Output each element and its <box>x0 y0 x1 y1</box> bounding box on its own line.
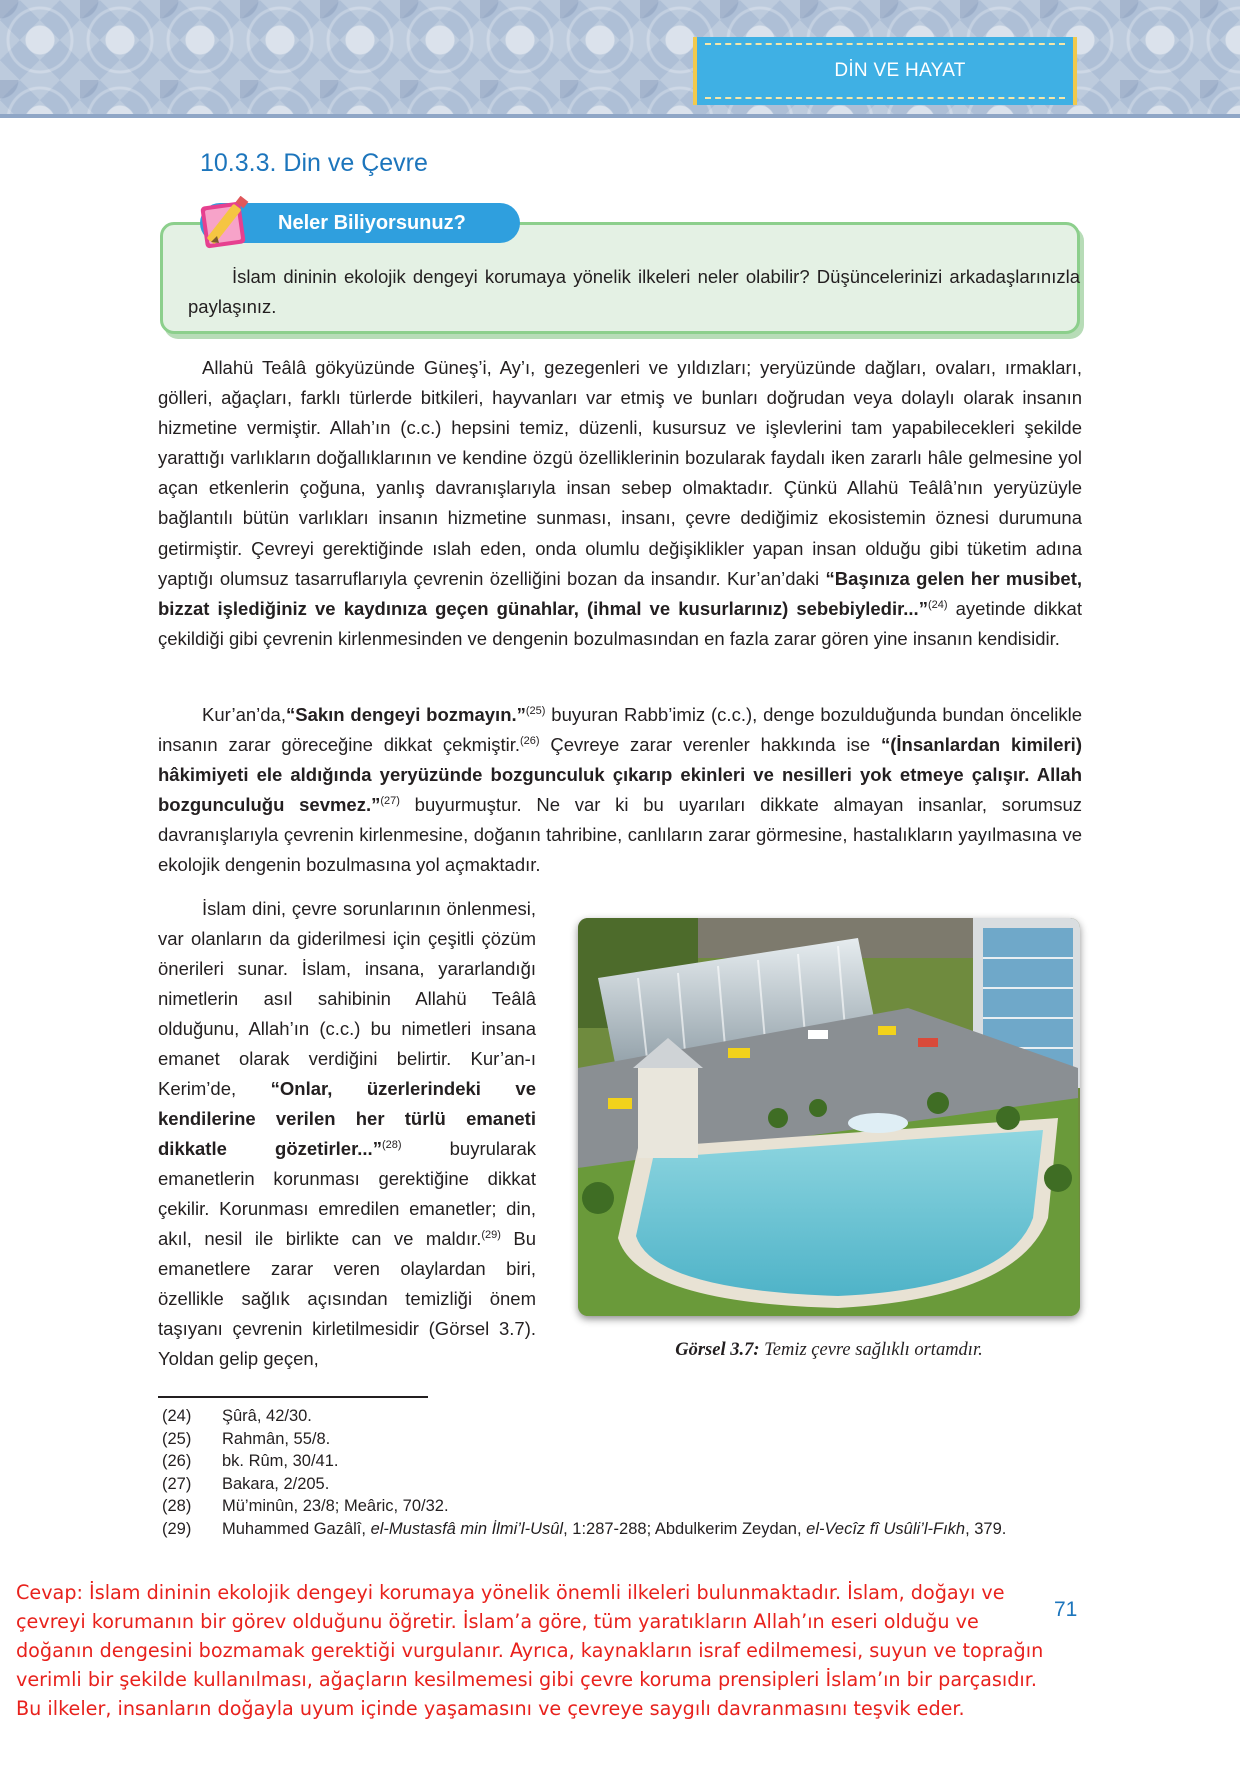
footnote-ref: (29) <box>481 1229 501 1241</box>
footnote-text-part: , 379. <box>965 1519 1007 1538</box>
footnote-number: (29) <box>162 1519 192 1538</box>
footnote-text: Mü’minûn, 23/8; Meâric, 70/32. <box>222 1497 449 1516</box>
footnote-text-part: Muhammed Gazâlî, <box>222 1519 371 1538</box>
quote-text: “Onlar, üzerlerindeki ve kendilerine verilen her türlü emaneti dikkatle gözetirler...” <box>158 1078 537 1159</box>
section-tab <box>693 37 1077 105</box>
footnote-number: (28) <box>162 1497 192 1516</box>
page-number: 71 <box>1054 1598 1078 1621</box>
footnote-book-title: el-Vecîz fî Usûli’l-Fıkh <box>806 1519 966 1538</box>
footnote-text: Rahmân, 55/8. <box>222 1429 331 1448</box>
footnote-ref: (26) <box>519 735 540 748</box>
park-pond-illustration <box>578 918 1080 1316</box>
footnote-text <box>222 1518 1082 1541</box>
body-paragraph-1 <box>158 353 1082 654</box>
park-pond-photo <box>578 918 1080 1316</box>
footnote-item <box>162 1518 1082 1541</box>
footnote-book-title: el-Mustasfâ min İlmi’l-Usûl <box>370 1519 564 1538</box>
paragraph-text: buyuran Rabb’imiz (c.c.), denge bozulduğunda bundan öncelikle insanın zarar göreceğine dikkat çekmiştir. <box>158 704 1082 756</box>
paragraph-text: Kur’an’da, <box>202 704 286 725</box>
section-heading: 10.3.3. Din ve Çevre <box>200 149 428 177</box>
footnote-number: (25) <box>162 1429 192 1448</box>
answer-text: Cevap: İslam dininin ekolojik dengeyi korumaya yönelik önemli ilkeleri bulunmaktadır. İslam, doğayı ve çevreyi korumanın bir görev olduğunu öğretir. İslam’a göre, tüm yaratıkların Allah’ın eseri olduğu ve doğanın dengesini bozmamak gerektiği vurgulanır. Ayrıca, kaynakların israf edilmemesi, suyun ve toprağın verimli bir şekilde kullanılması, ağaçların kesilmemesi gibi çevre koruma prensipleri İslam’ın bir parçasıdır. Bu ilkeler, insanların doğayla uyum içinde yaşamasını ve çevreye saygılı davranmasını teşvik eder. <box>16 1581 1044 1720</box>
info-box-text: İslam dininin ekolojik dengeyi korumaya yönelik ilkeleri neler olabilir? Düşüncelerinizi arkadaşlarınızla paylaşınız. <box>188 266 1080 317</box>
footnote-number: (27) <box>162 1474 192 1493</box>
footnote-item <box>162 1495 1082 1518</box>
quote-text: “(İnsanlardan kimileri) hâkimiyeti ele aldığında yeryüzünde bozgunculuk çıkarıp ekinleri ve nesilleri yok etmeye çalışır. Allah bozgunculuğu sevmez.” <box>158 734 1082 816</box>
paragraph-text: buyurmuştur. Ne var ki bu uyarıları dikkate almayan insanlar, sorumsuz davranışlarıyla çevrenin kirlenmesine, doğanın tahribine, canlıların zarar görmesine, hastalıkların yayılmasına ve ekolojik dengenin bozulmasına yol açmaktadır. <box>158 794 1082 876</box>
footnotes-list <box>162 1405 1082 1541</box>
paragraph-text: buyrularak emanetlerin korunması gerektiğine dikkat çekilir. Korunması emredilen emanetler; din, akıl, nesil ile birlikte can ve maldır. <box>158 1138 536 1249</box>
paragraph-text: Allahü Teâlâ gökyüzünde Güneş’i, Ay’ı, gezegenleri ve yıldızları; yeryüzünde dağları, ovaları, ırmakları, gölleri, ağaçları, farklı türlerde bitkileri, hayvanları var etmiş ve bunları doğrudan veya dolaylı olarak insanın hizmetine vermiştir. Allah’ın (c.c.) hepsini temiz, düzenli, kusursuz ve işlevlerini tam yapabilecekleri şekilde yarattığı varlıkların doğallıklarının ve kendine özgü özelliklerinin bozularak faydalı iken zararlı hâle gelmesine yol açan etkenlerin çoğuna, yanlış davranışlarıyla insan sebep olmaktadır. Çünkü Allahü Teâlâ’nın yeryüzüyle bağlantılı bütün varlıkları insanın hizmetine sunması, insanı, çevre dediğimiz ekosistemin öznesi durumuna getirmiştir. Çevreyi gerektiğinde ıslah eden, onda olumlu değişiklikler yapan insan olduğu gibi tüketim adına yaptığı olumsuz tasarruflarıyla çevrenin özelliğini bozan da insandır. Kur’an’daki <box>158 357 1082 589</box>
section-tab-label: DİN VE HAYAT <box>834 60 966 81</box>
footnote-text: Bakara, 2/205. <box>222 1474 330 1493</box>
footnote-number: (24) <box>162 1407 192 1425</box>
body-paragraph-2 <box>158 700 1082 881</box>
paragraph-text: Çevreye zarar verenler hakkında ise <box>539 734 881 756</box>
footnote-item <box>162 1473 1082 1496</box>
footnote-text: Şûrâ, 42/30. <box>222 1407 312 1425</box>
quote-text: “Başınıza gelen her musibet, bizzat işlediğiniz ve kaydınıza geçen günahlar, (ihmal ve kusurlarınız) sebebiyledir...” <box>158 567 1083 619</box>
footnote-item <box>162 1450 1082 1473</box>
paragraph-text: Bu emanetlere zarar veren olaylardan biri, özellikle sağlık açısından temizliği önem taşıyanı çevrenin kirletilmesidir (Görsel 3.7). Yoldan gelip geçen, <box>158 1228 536 1369</box>
footnote-ref: (24) <box>927 598 948 611</box>
footnote-item <box>162 1405 1082 1428</box>
info-box-title: Neler Biliyorsunuz? <box>278 212 466 234</box>
footnote-ref: (25) <box>525 705 546 717</box>
notepad-pencil-icon <box>197 196 261 250</box>
paragraph-text: İslam dini, çevre sorunlarının önlenmesi, var olanların da giderilmesi için çeşitli çözüm önerileri sunar. İslam, insana, yararlandığı nimetlerin asıl sahibinin Allahü Teâlâ olduğunu, Allah’ın (c.c.) bu nimetleri insana emanet olarak verdiğini belirtir. Kur’an-ı Kerim’de, <box>158 898 536 1099</box>
paragraph-text: ayetinde dikkat çekildiği gibi çevrenin kirlenmesinden ve dengenin bozulmasından en fazla zarar gören yine insanın kendisidir. <box>158 597 1082 649</box>
body-paragraph-3 <box>158 894 536 1374</box>
footnote-divider <box>158 1396 428 1398</box>
figure-caption-text: Temiz çevre sağlıklı ortamdır. <box>764 1340 983 1360</box>
figure-caption <box>578 1340 1080 1361</box>
footnote-number: (26) <box>162 1452 192 1471</box>
figure-label: Görsel 3.7: <box>675 1340 760 1360</box>
footnote-ref: (27) <box>380 795 400 808</box>
footnote-text: bk. Rûm, 30/41. <box>222 1452 339 1471</box>
quote-text: “Sakın dengeyi bozmayın.” <box>286 704 526 725</box>
footnote-item <box>162 1428 1082 1451</box>
footnote-text-part: , 1:287-288; Abdulkerim Zeydan, <box>563 1519 807 1538</box>
footnote-ref: (28) <box>381 1139 402 1151</box>
